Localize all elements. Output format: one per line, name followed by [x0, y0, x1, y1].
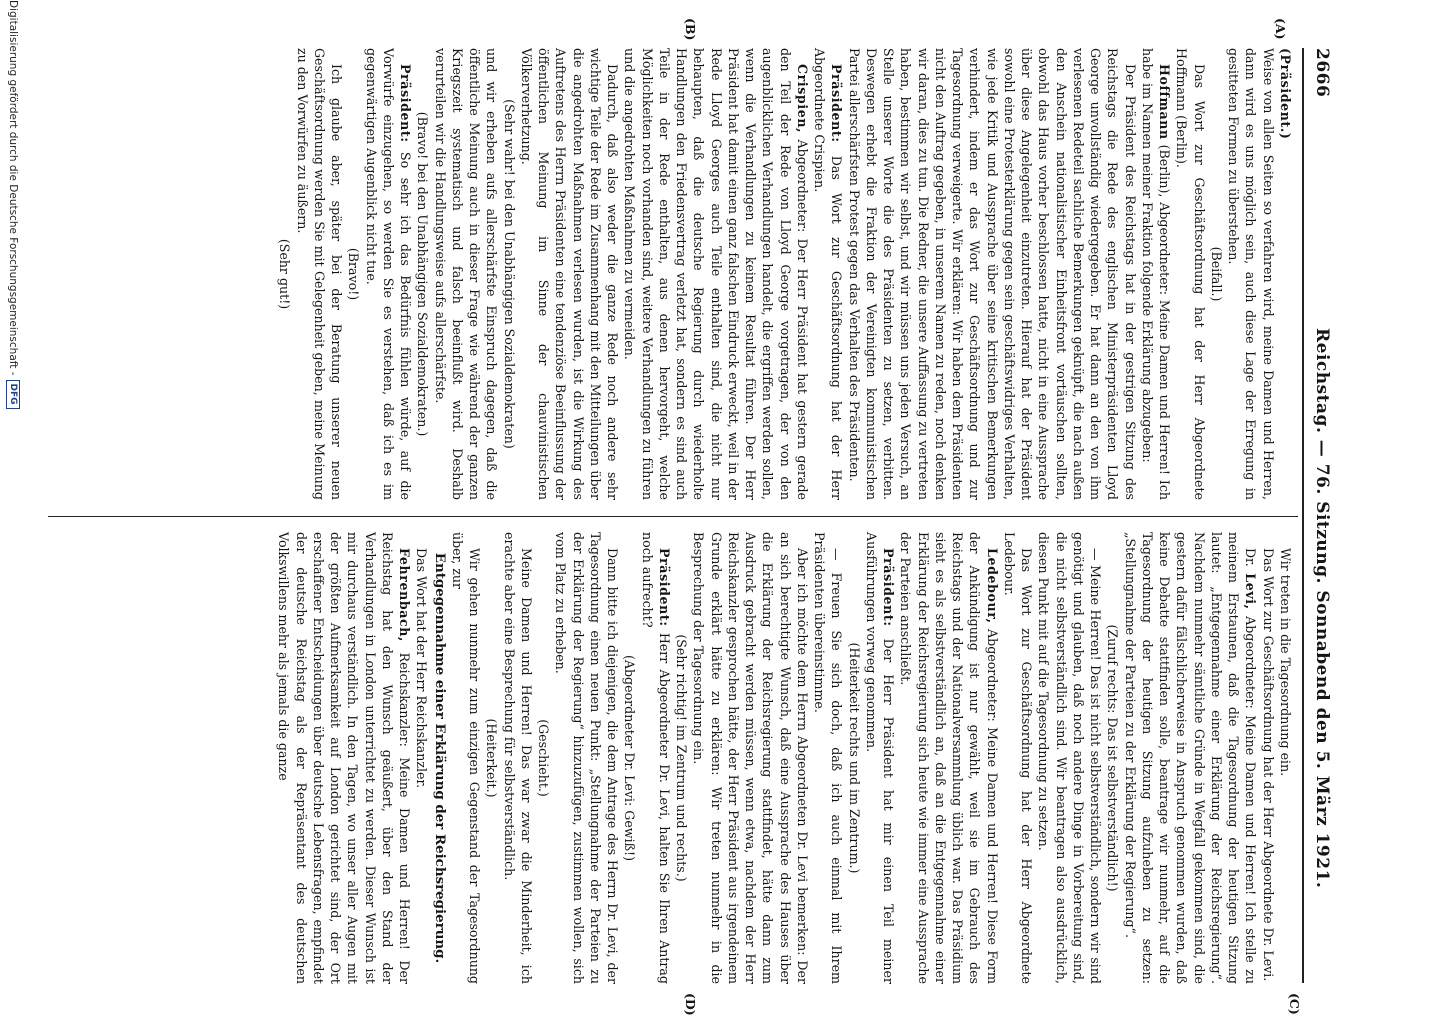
speaker-label: (Präsident.): [1278, 48, 1293, 140]
speaker-name: Präsident:: [881, 548, 897, 627]
speaker-name: Crispien,: [795, 64, 810, 134]
column-divider: [48, 516, 1298, 517]
margin-marker-a: (A): [1273, 18, 1288, 40]
paragraph: Das Wort zur Geschäftsordnung hat der Herr Abgeordnete Ledebour.: [1002, 532, 1035, 984]
left-column: [276, 48, 1294, 500]
reaction-note: (Zuruf rechts: Das ist selbstverständlich!): [1105, 624, 1121, 892]
paragraph: Aber ich möchte dem Herrn Abgeordneten Dr. Levi bemerken: Der an sich berechtigte Wunsch, daß eine Aussprache des Hauses über die Erklärung der Reichsregierung stattfindet, hätte dann zum Ausdruck gebracht werden müssen, wenn etwa, nachdem der Herr Reichskanzler gesprochen hätte, der Herr Präsident aus irgendeinem Grunde erklärt hätte zu erklären: Wir treten nunmehr in die Besprechung der Tagesordnung ein.: [691, 532, 810, 984]
speech-paragraph: Präsident: Das Wort zur Geschäftsordnung hat der Herr Abgeordnete Crispien.: [812, 48, 845, 500]
speaker-name: Hoffmann: [1157, 64, 1173, 140]
reaction-note: (Geschieht.): [536, 719, 552, 797]
reaction-note: (Sehr richtig! im Zentrum und rechts.): [674, 634, 690, 882]
speaker-name: Präsident:: [657, 548, 672, 627]
paragraph: — Freuen Sie sich doch, daß ich auch einmal mit Ihrem Präsidenten übereinstimme.: [812, 532, 845, 984]
section-heading: Entgegennahme einer Erklärung der Reichsregierung.: [431, 552, 448, 964]
margin-marker-b: (B): [683, 18, 698, 41]
paragraph: Ich glaube aber, später bei der Beratung unserer neuen Geschäftsordnung werden Sie mit Gelegenheit geben, meine Meinung zu den Vorwürfen zu äußern.: [294, 48, 345, 500]
paragraph: Das Wort hat der Herr Reichskanzler.: [414, 548, 430, 789]
speech-paragraph: Präsident: So sehr ich das Bedürfnis fühlen würde, auf die Vorwürfe einzugehen, so werden Sie es verstehen, daß ich es im gegenwärtigen Augenblick nicht tue.: [363, 48, 414, 500]
speech-paragraph: Präsident: Herr Abgeordneter Dr. Levi, halten Sie Ihren Antrag noch aufrecht?: [639, 532, 672, 984]
reaction-note: (Heiterkeit rechts und im Zentrum.): [846, 642, 862, 874]
reaction-note: (Beifall.): [1209, 246, 1224, 302]
speaker-name: Fehrenbach,: [397, 548, 413, 642]
paragraph: Dann bitte ich diejenigen, die dem Antrage des Herrn Dr. Levi, der Tagesordnung einen neuen Punkt: „Stellungnahme der Parteien zu der Erklärung der Regierung“ hinzuzufügen, zustimmen wollen, sich vom Platz zu erheben.: [553, 532, 621, 984]
speech-paragraph: Fehrenbach, Reichskanzler: Meine Damen und Herren! Der Reichstag hat den Wunsch geäußert, über den Stand der Verhandlungen in London unterrichtet zu werden. Dieser Wunsch ist mir durchaus verständlich. In den Tagen, wo unser aller Augen mit der größten Aufmerksamkeit auf London gerichtet sind, der Ort erschaffener Entscheidungen über deutsche Lebensfragen, empfindet der deutsche Reichstag als der Repräsentant des deutschen Volkswillens mehr als jemals die ganze: [276, 532, 413, 984]
speech-paragraph: Crispien, Abgeordneter: Der Herr Präsident hat gestern gerade den Teil der Rede von Lloyd George vorgetragen, der von den augenblicklichen Verhandlungen handelt, die ergriffen werden sollen, wenn die Verhandlungen zu keinem Resultat führen. Der Herr Präsident hat damit einen ganz falschen Eindruck erweckt, weil in der Rede Lloyd Georges auch Teile enthalten sind, die nicht nur behaupten, daß die deutsche Regierung durch wiederholte Handlungen den Friedensvertrag verletzt hat, sondern es sind auch Teile in der Rede enthalten, aus denen hervorgeht, welche Möglichkeiten noch vorhanden sind, weitere Verhandlungen zu führen und die angedrohten Maßnahmen zu vermeiden.: [622, 48, 810, 500]
paragraph: und wir erheben aufs allerschärfste Einspruch dagegen, daß die öffentliche Meinung auch in dieser Frage wie während der ganzen Kriegszeit systematisch und falsch beeinflußt wird. Deshalb verurteilen wir die Handlungsweise aufs allerschärfste.: [432, 48, 500, 500]
paragraph: Wir gehen nunmehr zum einzigen Gegenstand der Tagesordnung über, zur: [450, 532, 483, 984]
reaction-note: (Sehr wahr! bei den Unabhängigen Sozialdemokraten): [501, 99, 517, 449]
right-column: [275, 532, 1294, 984]
speaker-name: Ledebour,: [984, 548, 1000, 624]
paragraph: Weise von allen Seiten so verfahren wird, meine Damen und Herren, dann wird es uns möglich sein, auch diese Lage der Erregung in gesitteten Formen zu überstehen.: [1226, 48, 1276, 500]
reaction-note: (Heiterkeit.): [484, 718, 500, 798]
reaction-note: (Abgeordneter Dr. Levi: Gewiß!): [622, 654, 638, 861]
credit-text: Digitalisierung gefördert durch die Deutsche Forschungsgemeinschaft -: [7, 0, 19, 376]
digitization-credit: [2, 0, 20, 1000]
paragraph: Das Wort zur Geschäftsordnung hat der Herr Abgeordnete Dr. Levi.: [1260, 548, 1276, 982]
margin-marker-c: (C): [1287, 993, 1302, 1015]
margin-marker-d: (D): [683, 993, 698, 1016]
dfg-logo: DFG: [6, 380, 20, 409]
page-number: 2666: [1312, 48, 1332, 98]
paragraph: Wir treten in die Tagesordnung ein.: [1278, 548, 1293, 777]
speech-paragraph: Ledebour, Abgeordneter: Meine Damen und Herren! Diese Form der Ankündigung ist nur gewählt, weil sie im Gebrauch des Reichstags und der Nationalversammlung üblich war. Das Präsidium sieht es als selbstverständlich an, daß an die Entgegennahme einer Erklärung der Reichsregierung sich heute wie immer eine Aussprache der Parteien anschließt.: [898, 532, 1000, 984]
paragraph: Dadurch, daß also weder die ganze Rede noch andere sehr wichtige Teile der Rede im Zusammenhang mit den Mitteilungen über die angedrohten Maßnahmen verlesen wurden, ist die Wirkung des Auftretens des Herrn Präsidenten eine tendenziöse Beeinflussung der öffentlichen Meinung im Sinne der chauvinistischen Völkerverhetzung.: [519, 48, 621, 500]
speech-paragraph: Präsident: Der Herr Präsident hat mir einen Teil meiner Ausführungen vorweg genommen.: [864, 532, 897, 984]
paragraph: Das Wort zur Geschäftsordnung hat der Herr Abgeordnete Hoffmann (Berlin).: [1174, 48, 1207, 500]
reaction-note: (Bravo! bei den Unabhängigen Sozialdemokraten.): [415, 111, 431, 437]
speech-paragraph: Hoffmann (Berlin), Abgeordneter: Meine Damen und Herren! Ich habe im Namen meiner Fraktion folgende Erklärung abzugeben:: [1140, 48, 1173, 500]
paragraph: Meine Damen und Herren! Das war zwar die Minderheit, ich erachte aber eine Besprechung für selbstverständlich.: [501, 532, 534, 984]
paragraph: Der Präsident des Reichstags hat in der gestrigen Sitzung des Reichstags die Rede des englischen Ministerpräsidenten Lloyd George unvollständig wiedergegeben. Er hat dann an den von ihm verlesenen Redeteil sachliche Bemerkungen geknüpft, die nach außen den Anschein nationalistischer Einheitsfront vortäuschen sollten, obwohl das Haus vorher beschlossen hatte, nicht in eine Aussprache über diese Angelegenheit einzutreten. Hierauf hat der Präsident sowohl eine Protesterklärung gegen sein geschäftswidriges Verhalten, wie jede Kritik und Aussprache über seine kritischen Bemerkungen verhindert, indem er das Wort zur Geschäftsordnung und zur Tagesordnung verweigerte. Wir erklären: Wir haben dem Präsidenten nicht den Auftrag gegeben, in unserem Namen zu reden, noch denken wir daran, dies zu tun. Die Redner, die unsere Auffassung zu vertreten haben, bestimmen wir selbst, und wir müssen uns jeden Versuch, an Stelle unserer Worte die des Präsidenten zu setzen, verbitten. Deswegen erhebt die Fraktion der Vereinigten kommunistischen Partei allerschärfsten Protest gegen das Verhalten des Präsidenten.: [846, 48, 1138, 500]
page-header: [1302, 48, 1338, 983]
reaction-note: (Bravo!): [346, 247, 362, 301]
newspaper-page: [38, 18, 1338, 1016]
speech-paragraph: Dr. Levi, Abgeordneter: Meine Damen und Herren! Ich stelle zu meinem Erstaunen, daß die Tagesordnung der heutigen Sitzung lautet: „Entgegennahme einer Erklärung der Reichsregierung“. Nachdem nunmehr sämtliche Gründe in Wegfall gekommen sind, die gestern dafür fälschlicherweise in Anspruch genommen wurden, daß keine Debatte stattfinden solle, beantrage wir nunmehr, auf die Tagesordnung der heutigen Sitzung aufzuheben zu setzen: „Stellungnahme der Parteien zu der Erklärung der Regierung“.: [1122, 532, 1259, 984]
speaker-name: Levi,: [1243, 573, 1259, 610]
speaker-name: Präsident:: [829, 64, 845, 143]
running-title: Reichstag. — 76. Sitzung. Sonnabend den 5. März 1921.: [1312, 328, 1332, 889]
speaker-name: Präsident:: [398, 64, 414, 143]
paragraph: — Meine Herren! Das ist nicht selbstverständlich, sondern wir sind genötigt und glauben, daß noch andere Dinge in Vorbereitung sind, die nicht selbstverständlich sind. Wir beantragen also ausdrücklich, diesen Punkt mit auf die Tagesordnung zu setzen.: [1036, 532, 1104, 984]
reaction-note: (Sehr gut!): [277, 238, 293, 310]
